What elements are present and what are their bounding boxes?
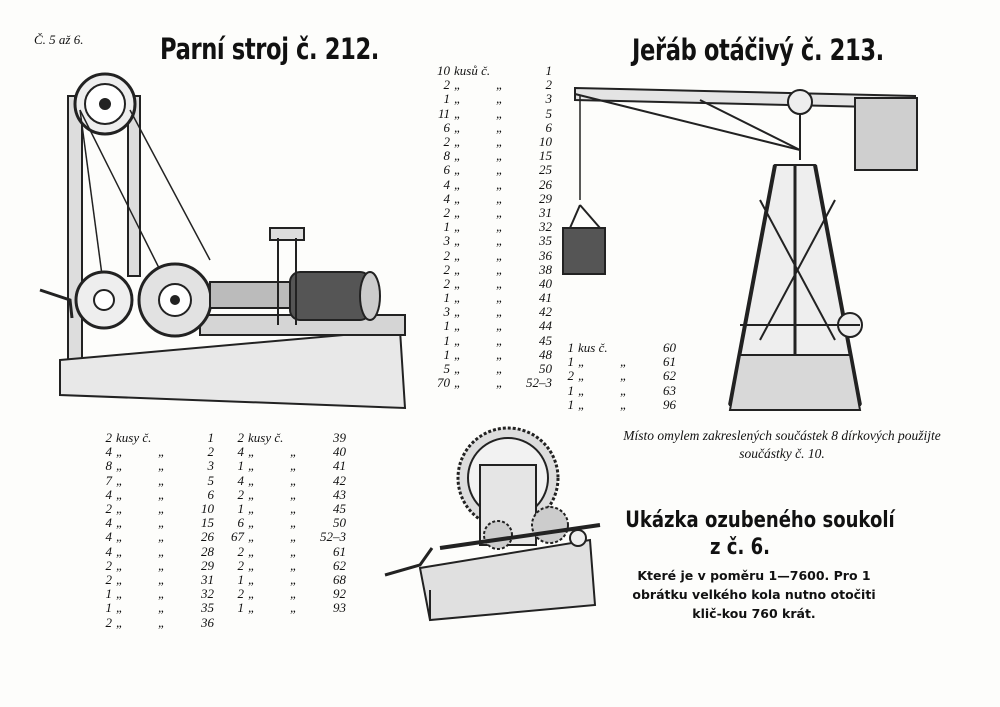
parts-ditto: „ <box>158 515 166 531</box>
parts-quantity: 2 <box>443 275 450 291</box>
steam-engine-parts-table-left <box>96 431 216 630</box>
parts-number: 52–3 <box>320 529 346 545</box>
parts-row <box>222 573 348 587</box>
parts-number: 15 <box>539 148 552 164</box>
parts-row <box>222 445 348 459</box>
parts-row <box>222 530 348 544</box>
parts-number: 29 <box>201 557 214 573</box>
parts-row <box>430 192 554 206</box>
parts-number: 42 <box>333 472 346 488</box>
parts-ditto: „ <box>454 190 462 206</box>
parts-row <box>430 163 554 177</box>
parts-ditto: „ <box>454 105 462 121</box>
parts-quantity: 6 <box>443 119 450 135</box>
parts-row <box>430 135 554 149</box>
parts-ditto: „ <box>496 233 504 249</box>
parts-quantity: 1 <box>237 571 244 587</box>
parts-row <box>96 516 216 530</box>
parts-row <box>96 431 216 445</box>
parts-ditto: „ <box>578 368 586 384</box>
parts-number: 1 <box>545 63 552 79</box>
parts-ditto: „ <box>248 600 256 616</box>
parts-row <box>560 369 678 383</box>
parts-ditto: „ <box>116 458 124 474</box>
parts-row <box>96 573 216 587</box>
parts-ditto: „ <box>496 318 504 334</box>
parts-ditto: „ <box>116 444 124 460</box>
parts-quantity: 2 <box>237 557 244 573</box>
parts-number: 43 <box>333 486 346 502</box>
parts-row <box>560 341 678 355</box>
parts-ditto: „ <box>496 361 504 377</box>
parts-number: 6 <box>207 486 214 502</box>
parts-row <box>222 474 348 488</box>
parts-quantity: 1 <box>567 340 574 356</box>
parts-number: 5 <box>207 472 214 488</box>
gearing-description: Které je v poměru 1—7600. Pro 1 obrátku velkého kola nutno otočiti klič-kou 760 krát. <box>632 568 876 621</box>
parts-row <box>430 64 554 78</box>
parts-quantity: 1 <box>443 290 450 306</box>
parts-ditto: „ <box>158 444 166 460</box>
parts-row <box>222 559 348 573</box>
parts-row <box>430 234 554 248</box>
parts-number: 61 <box>333 543 346 559</box>
parts-number: 48 <box>539 346 552 362</box>
parts-ditto: „ <box>290 586 298 602</box>
parts-ditto: „ <box>454 275 462 291</box>
parts-row <box>430 78 554 92</box>
parts-ditto: „ <box>454 261 462 277</box>
parts-number: 36 <box>539 247 552 263</box>
parts-row <box>96 530 216 544</box>
parts-row <box>96 587 216 601</box>
parts-ditto: „ <box>248 501 256 517</box>
parts-quantity: 10 <box>437 63 450 79</box>
parts-quantity: 4 <box>105 529 112 545</box>
parts-row <box>430 121 554 135</box>
parts-number: 41 <box>333 458 346 474</box>
parts-ditto: „ <box>496 105 504 121</box>
parts-quantity: 4 <box>443 176 450 192</box>
parts-number: 25 <box>539 162 552 178</box>
parts-ditto: „ <box>158 557 166 573</box>
parts-number: 50 <box>333 515 346 531</box>
parts-ditto: „ <box>496 275 504 291</box>
parts-quantity: 4 <box>237 472 244 488</box>
parts-ditto: „ <box>290 515 298 531</box>
parts-number: 62 <box>663 368 676 384</box>
parts-ditto: „ <box>496 204 504 220</box>
parts-ditto: „ <box>578 382 586 398</box>
parts-number: 2 <box>545 77 552 93</box>
parts-quantity: 1 <box>567 396 574 412</box>
parts-ditto: kus č. <box>578 340 608 356</box>
parts-number: 44 <box>539 318 552 334</box>
parts-quantity: 6 <box>443 162 450 178</box>
parts-ditto: „ <box>290 444 298 460</box>
parts-quantity: 3 <box>443 233 450 249</box>
parts-ditto: „ <box>454 77 462 93</box>
parts-ditto: „ <box>158 543 166 559</box>
parts-ditto: „ <box>496 304 504 320</box>
parts-ditto: „ <box>290 571 298 587</box>
parts-number: 96 <box>663 396 676 412</box>
parts-number: 41 <box>539 290 552 306</box>
parts-ditto: „ <box>496 119 504 135</box>
parts-ditto: „ <box>248 529 256 545</box>
parts-ditto: „ <box>158 486 166 502</box>
parts-quantity: 1 <box>237 501 244 517</box>
parts-row <box>430 348 554 362</box>
parts-ditto: „ <box>496 290 504 306</box>
parts-ditto: „ <box>620 396 628 412</box>
parts-number: 45 <box>539 332 552 348</box>
parts-row <box>560 398 678 412</box>
parts-number: 52–3 <box>526 375 552 391</box>
steam-engine-parts-table-right <box>222 431 348 615</box>
parts-row <box>96 474 216 488</box>
parts-quantity: 4 <box>105 515 112 531</box>
parts-ditto: „ <box>116 486 124 502</box>
parts-ditto: „ <box>248 486 256 502</box>
parts-number: 93 <box>333 600 346 616</box>
parts-ditto: kusy č. <box>116 430 152 446</box>
parts-quantity: 67 <box>231 529 244 545</box>
parts-row <box>222 488 348 502</box>
parts-ditto: „ <box>496 77 504 93</box>
parts-ditto: „ <box>290 557 298 573</box>
parts-row <box>430 178 554 192</box>
parts-quantity: 3 <box>443 304 450 320</box>
parts-number: 60 <box>663 340 676 356</box>
parts-quantity: 11 <box>437 105 450 121</box>
parts-quantity: 1 <box>443 346 450 362</box>
parts-quantity: 6 <box>237 515 244 531</box>
parts-ditto: „ <box>454 119 462 135</box>
parts-number: 31 <box>539 204 552 220</box>
parts-quantity: 2 <box>443 261 450 277</box>
parts-number: 1 <box>207 430 214 446</box>
parts-ditto: „ <box>496 148 504 164</box>
parts-row <box>430 319 554 333</box>
parts-row <box>560 384 678 398</box>
parts-ditto: kusů č. <box>454 63 491 79</box>
parts-quantity: 2 <box>105 430 112 446</box>
parts-ditto: „ <box>290 543 298 559</box>
parts-ditto: „ <box>454 361 462 377</box>
parts-ditto: „ <box>454 176 462 192</box>
parts-quantity: 2 <box>237 486 244 502</box>
parts-quantity: 1 <box>443 219 450 235</box>
parts-quantity: 4 <box>105 444 112 460</box>
parts-row <box>96 601 216 615</box>
parts-row <box>560 355 678 369</box>
parts-number: 2 <box>207 444 214 460</box>
parts-quantity: 4 <box>443 190 450 206</box>
page-label: Č. 5 až 6. <box>34 32 84 47</box>
parts-number: 32 <box>201 586 214 602</box>
parts-ditto: „ <box>248 458 256 474</box>
parts-ditto: „ <box>290 486 298 502</box>
parts-number: 40 <box>539 275 552 291</box>
parts-ditto: „ <box>454 91 462 107</box>
parts-quantity: 8 <box>105 458 112 474</box>
parts-number: 26 <box>201 529 214 545</box>
parts-ditto: „ <box>620 354 628 370</box>
parts-number: 36 <box>201 614 214 630</box>
parts-ditto: „ <box>290 472 298 488</box>
gearing-heading-line2: z č. 6. <box>709 535 771 560</box>
parts-quantity: 70 <box>437 375 450 391</box>
parts-number: 63 <box>663 382 676 398</box>
parts-row <box>96 445 216 459</box>
parts-ditto: „ <box>496 247 504 263</box>
parts-quantity: 1 <box>237 458 244 474</box>
parts-number: 3 <box>545 91 552 107</box>
parts-ditto: „ <box>496 346 504 362</box>
parts-number: 32 <box>539 219 552 235</box>
parts-number: 28 <box>201 543 214 559</box>
parts-ditto: „ <box>248 515 256 531</box>
parts-number: 29 <box>539 190 552 206</box>
parts-ditto: „ <box>116 472 124 488</box>
parts-ditto: „ <box>116 571 124 587</box>
parts-ditto: „ <box>578 354 586 370</box>
parts-ditto: „ <box>620 368 628 384</box>
steam-engine-title: Parní stroj č. 212. <box>160 32 380 66</box>
parts-number: 15 <box>201 515 214 531</box>
parts-number: 45 <box>333 501 346 517</box>
parts-ditto <box>494 64 514 78</box>
parts-ditto: „ <box>454 233 462 249</box>
parts-quantity: 4 <box>237 444 244 460</box>
parts-row <box>96 559 216 573</box>
parts-row <box>96 502 216 516</box>
parts-quantity: 1 <box>567 382 574 398</box>
parts-quantity: 2 <box>443 134 450 150</box>
parts-quantity: 7 <box>105 472 112 488</box>
parts-ditto: „ <box>158 472 166 488</box>
parts-ditto: „ <box>496 332 504 348</box>
parts-number: 92 <box>333 586 346 602</box>
parts-ditto <box>288 431 308 445</box>
parts-quantity: 1 <box>443 91 450 107</box>
parts-quantity: 2 <box>105 501 112 517</box>
parts-quantity: 2 <box>237 543 244 559</box>
parts-row <box>430 263 554 277</box>
parts-ditto: „ <box>496 176 504 192</box>
parts-number: 6 <box>545 119 552 135</box>
parts-row <box>430 206 554 220</box>
parts-ditto: „ <box>116 529 124 545</box>
parts-quantity: 2 <box>237 430 244 446</box>
parts-ditto: „ <box>248 472 256 488</box>
crane-parts-table <box>430 64 554 390</box>
parts-quantity: 2 <box>567 368 574 384</box>
parts-row <box>222 459 348 473</box>
parts-ditto: „ <box>496 219 504 235</box>
parts-row <box>430 149 554 163</box>
parts-row <box>430 107 554 121</box>
parts-ditto: „ <box>290 529 298 545</box>
parts-ditto: „ <box>454 318 462 334</box>
parts-ditto <box>156 431 176 445</box>
parts-quantity: 1 <box>567 354 574 370</box>
parts-quantity: 8 <box>443 148 450 164</box>
parts-ditto: „ <box>158 614 166 630</box>
parts-row <box>96 615 216 629</box>
crane-extra-parts-table <box>560 341 678 412</box>
parts-row <box>430 277 554 291</box>
parts-number: 61 <box>663 354 676 370</box>
parts-ditto: „ <box>116 557 124 573</box>
parts-ditto: „ <box>248 557 256 573</box>
parts-quantity: 2 <box>443 77 450 93</box>
parts-ditto: „ <box>248 571 256 587</box>
parts-ditto: „ <box>116 543 124 559</box>
parts-ditto: kusy č. <box>248 430 284 446</box>
parts-row <box>430 291 554 305</box>
parts-ditto: „ <box>158 501 166 517</box>
parts-number: 35 <box>539 233 552 249</box>
parts-ditto: „ <box>454 134 462 150</box>
parts-ditto: „ <box>454 204 462 220</box>
parts-number: 26 <box>539 176 552 192</box>
parts-ditto: „ <box>454 247 462 263</box>
parts-ditto: „ <box>116 600 124 616</box>
parts-quantity: 5 <box>443 361 450 377</box>
parts-ditto: „ <box>248 444 256 460</box>
parts-row <box>222 502 348 516</box>
crane-note: Místo omylem zakreslených součástek 8 dírkových použijte součástky č. 10. <box>623 428 941 461</box>
parts-row <box>222 545 348 559</box>
parts-ditto: „ <box>116 501 124 517</box>
parts-ditto: „ <box>454 375 462 391</box>
parts-number: 50 <box>539 361 552 377</box>
parts-ditto: „ <box>578 396 586 412</box>
parts-number: 42 <box>539 304 552 320</box>
parts-quantity: 1 <box>237 600 244 616</box>
parts-quantity: 2 <box>105 614 112 630</box>
parts-number: 3 <box>207 458 214 474</box>
parts-quantity: 2 <box>443 204 450 220</box>
parts-ditto: „ <box>496 134 504 150</box>
parts-quantity: 1 <box>443 318 450 334</box>
parts-ditto: „ <box>496 375 504 391</box>
parts-ditto: „ <box>248 586 256 602</box>
parts-ditto: „ <box>158 586 166 602</box>
parts-ditto: „ <box>290 600 298 616</box>
parts-row <box>430 334 554 348</box>
parts-row <box>96 488 216 502</box>
parts-quantity: 2 <box>105 557 112 573</box>
parts-number: 31 <box>201 571 214 587</box>
parts-ditto: „ <box>496 91 504 107</box>
parts-ditto: „ <box>496 162 504 178</box>
parts-quantity: 1 <box>105 586 112 602</box>
parts-row <box>430 362 554 376</box>
parts-ditto: „ <box>290 501 298 517</box>
parts-ditto: „ <box>116 614 124 630</box>
parts-row <box>430 220 554 234</box>
parts-ditto: „ <box>116 586 124 602</box>
parts-row <box>222 587 348 601</box>
parts-ditto: „ <box>496 190 504 206</box>
parts-quantity: 2 <box>443 247 450 263</box>
parts-row <box>430 248 554 262</box>
parts-ditto: „ <box>290 458 298 474</box>
parts-ditto: „ <box>158 458 166 474</box>
parts-row <box>222 601 348 615</box>
parts-ditto: „ <box>158 529 166 545</box>
parts-ditto: „ <box>454 332 462 348</box>
parts-row <box>222 516 348 530</box>
parts-number: 38 <box>539 261 552 277</box>
parts-row <box>430 376 554 390</box>
parts-row <box>222 431 348 445</box>
parts-ditto: „ <box>116 515 124 531</box>
parts-number: 10 <box>201 501 214 517</box>
parts-number: 35 <box>201 600 214 616</box>
crane-title: Jeřáb otáčivý č. 213. <box>632 33 884 67</box>
parts-number: 40 <box>333 444 346 460</box>
parts-quantity: 2 <box>105 571 112 587</box>
parts-ditto <box>618 341 638 355</box>
parts-ditto: „ <box>158 600 166 616</box>
parts-number: 5 <box>545 105 552 121</box>
parts-row <box>96 545 216 559</box>
parts-number: 39 <box>333 430 346 446</box>
parts-number: 62 <box>333 557 346 573</box>
parts-number: 10 <box>539 134 552 150</box>
parts-ditto: „ <box>454 346 462 362</box>
parts-row <box>430 92 554 106</box>
parts-quantity: 2 <box>237 586 244 602</box>
parts-quantity: 4 <box>105 543 112 559</box>
parts-quantity: 1 <box>105 600 112 616</box>
parts-ditto: „ <box>454 162 462 178</box>
parts-ditto: „ <box>454 304 462 320</box>
parts-ditto: „ <box>158 571 166 587</box>
parts-quantity: 1 <box>443 332 450 348</box>
parts-quantity: 4 <box>105 486 112 502</box>
parts-ditto: „ <box>454 219 462 235</box>
parts-row <box>96 459 216 473</box>
parts-ditto: „ <box>620 382 628 398</box>
parts-ditto: „ <box>496 261 504 277</box>
parts-number: 68 <box>333 571 346 587</box>
parts-ditto: „ <box>454 148 462 164</box>
parts-ditto: „ <box>454 290 462 306</box>
parts-ditto: „ <box>248 543 256 559</box>
gearing-heading: Ukázka ozubeného soukolí <box>625 508 895 533</box>
parts-row <box>430 305 554 319</box>
